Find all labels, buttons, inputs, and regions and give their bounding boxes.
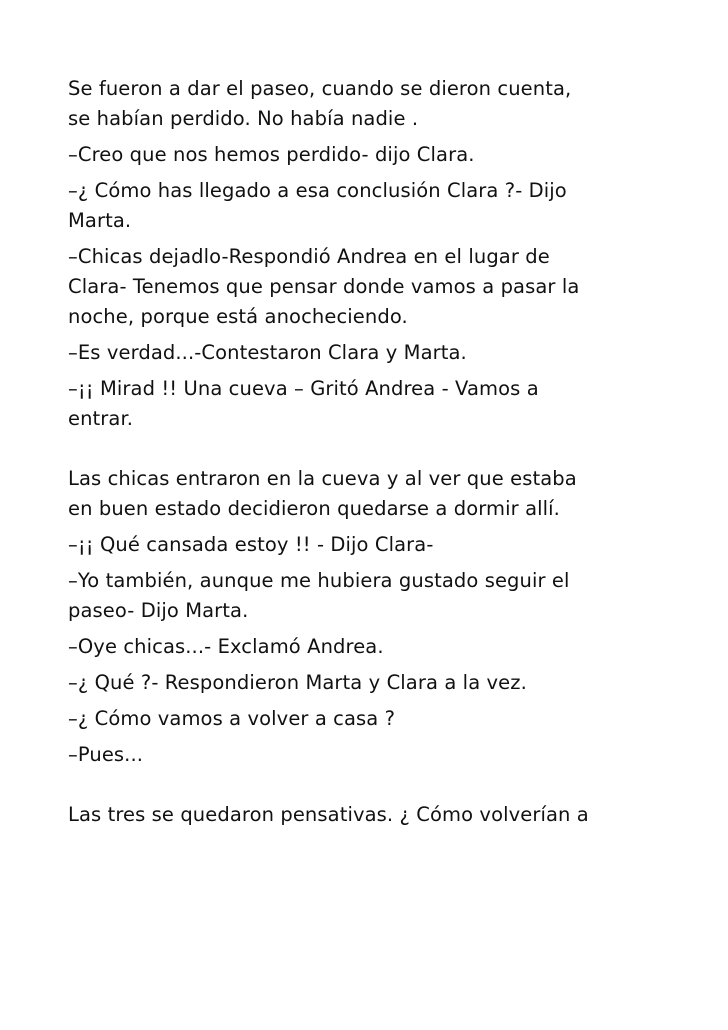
- text-line: paseo- Dijo Marta.: [68, 599, 249, 622]
- text-line: –Es verdad...-Contestaron Clara y Marta.: [68, 341, 467, 364]
- text-line: Se fueron a dar el paseo, cuando se dieron cuenta,: [68, 77, 572, 100]
- dialogue-line: [68, 632, 668, 662]
- text-line: –Pues...: [68, 743, 144, 766]
- text-line: –¡¡ Mirad !! Una cueva – Gritó Andrea - Vamos a: [68, 377, 539, 400]
- dialogue-line: [68, 338, 668, 368]
- text-line: –Chicas dejadlo-Respondió Andrea en el lugar de: [68, 245, 550, 268]
- text-line: noche, porque está anocheciendo.: [68, 305, 408, 328]
- text-line: –¿ Cómo vamos a volver a casa ?: [68, 707, 396, 730]
- story-text: [68, 74, 668, 830]
- text-line: –¿ Qué ?- Respondieron Marta y Clara a la vez.: [68, 671, 527, 694]
- text-line: –¡¡ Qué cansada estoy !! - Dijo Clara-: [68, 533, 434, 556]
- text-line: –Creo que nos hemos perdido- dijo Clara.: [68, 143, 475, 166]
- narrative-paragraph: [68, 464, 668, 524]
- text-line: en buen estado decidieron quedarse a dormir allí.: [68, 497, 560, 520]
- text-line: Clara- Tenemos que pensar donde vamos a pasar la: [68, 275, 580, 298]
- dialogue-line: [68, 242, 668, 332]
- paragraph-intro: [68, 74, 668, 134]
- text-line: –¿ Cómo has llegado a esa conclusión Clara ?- Dijo: [68, 179, 567, 202]
- dialogue-line: [68, 668, 668, 698]
- dialogue-line: [68, 374, 668, 434]
- dialogue-line: [68, 530, 668, 560]
- dialogue-line: [68, 740, 668, 770]
- text-line: Las chicas entraron en la cueva y al ver que estaba: [68, 467, 577, 490]
- text-line: –Oye chicas...- Exclamó Andrea.: [68, 635, 384, 658]
- text-line: Las tres se quedaron pensativas. ¿ Cómo volverían a: [68, 803, 589, 826]
- dialogue-line: [68, 566, 668, 626]
- narrative-paragraph: [68, 800, 668, 830]
- text-line: se habían perdido. No había nadie .: [68, 107, 419, 130]
- text-line: –Yo también, aunque me hubiera gustado seguir el: [68, 569, 570, 592]
- dialogue-line: [68, 176, 668, 236]
- text-line: entrar.: [68, 407, 134, 430]
- dialogue-line: [68, 704, 668, 734]
- dialogue-line: [68, 140, 668, 170]
- text-line: Marta.: [68, 209, 132, 232]
